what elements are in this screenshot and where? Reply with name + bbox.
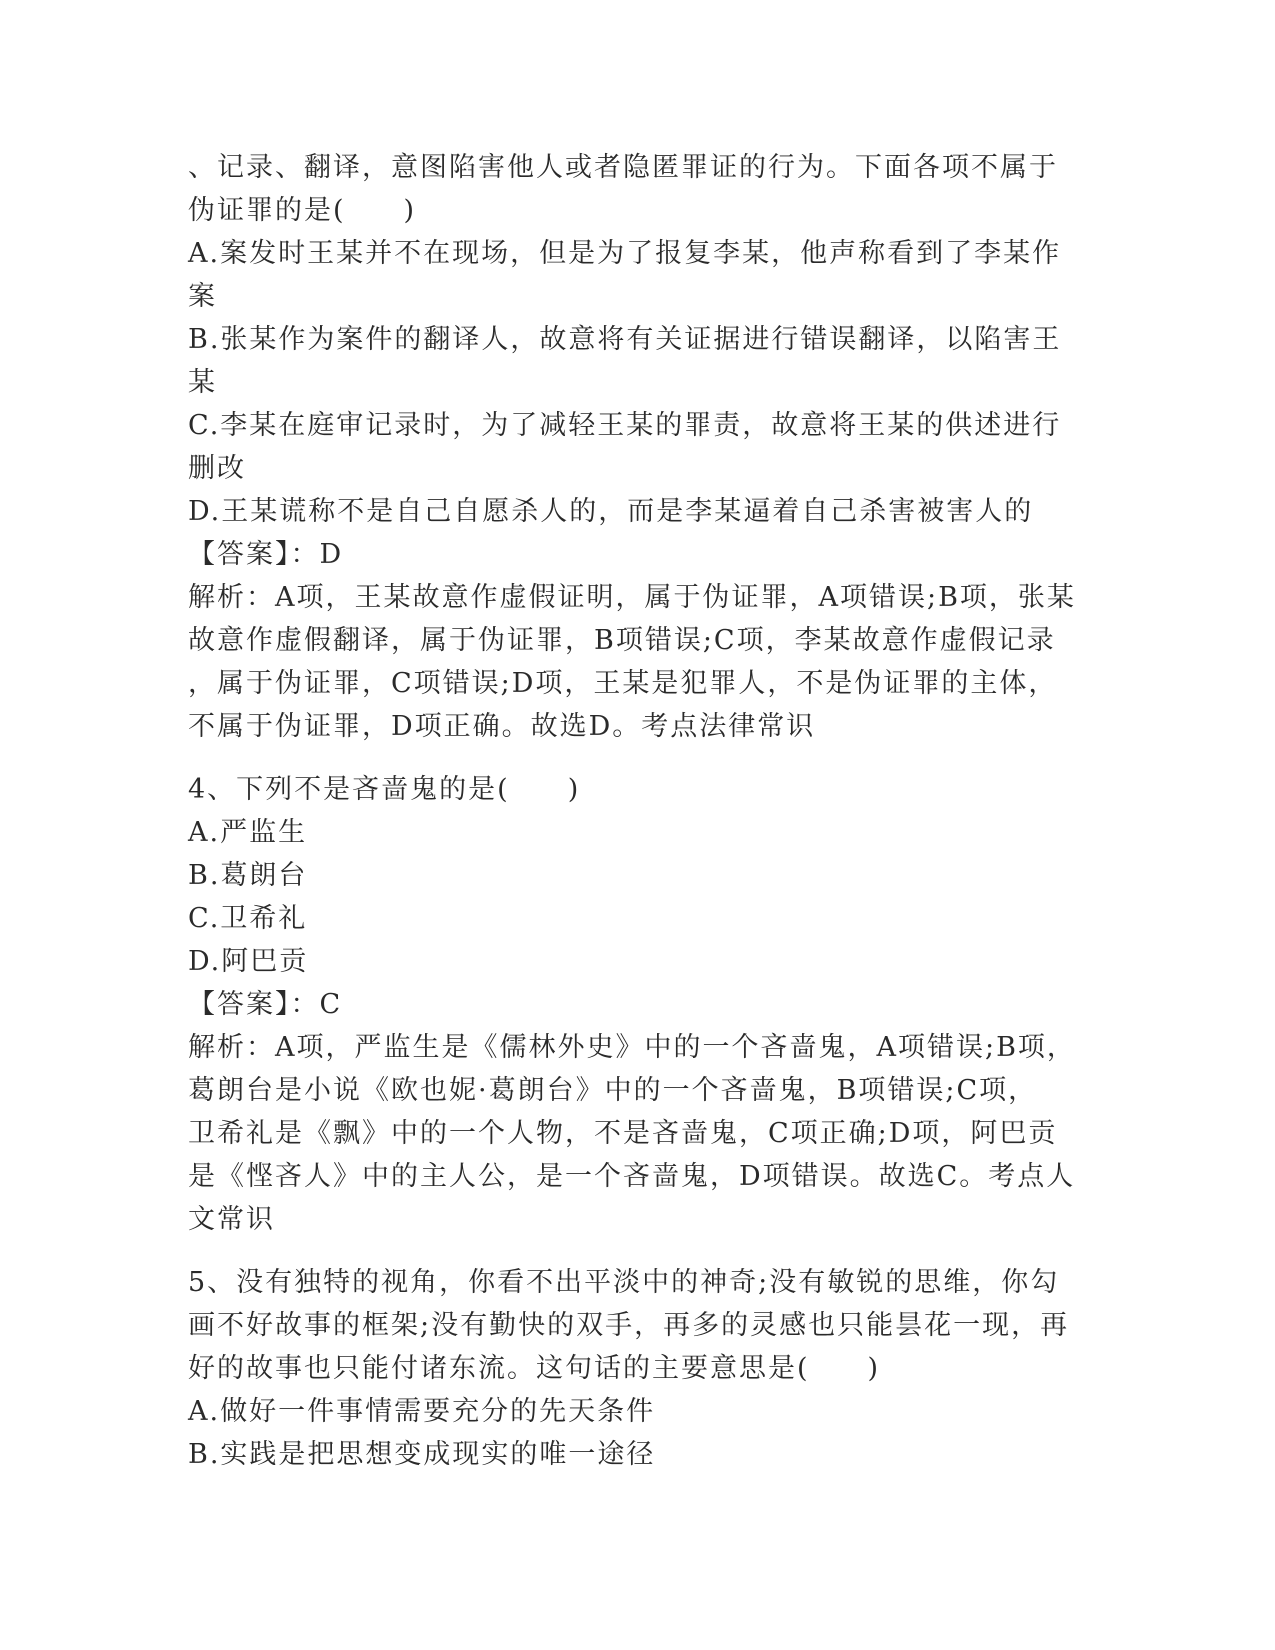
option-c: C.李某在庭审记录时，为了减轻王某的罪责，故意将王某的供述进行 — [188, 410, 1062, 441]
page-content — [188, 146, 1078, 1476]
option-d: D.王某谎称不是自己自愿杀人的，而是李某逼着自己杀害被害人的 — [188, 496, 1034, 527]
question-stem-line: 好的故事也只能付诸东流。这句话的主要意思是( ) — [188, 1353, 881, 1384]
option-a: A.做好一件事情需要充分的先天条件 — [188, 1396, 656, 1427]
question-stem-line: 伪证罪的是( ) — [188, 195, 417, 226]
analysis-line: 卫希礼是《飘》中的一个人物，不是吝啬鬼，C项正确;D项，阿巴贡 — [188, 1118, 1058, 1149]
analysis-line: 文常识 — [188, 1204, 275, 1235]
option-a-continuation: 案 — [188, 281, 217, 312]
option-b: B.实践是把思想变成现实的唯一途径 — [188, 1439, 656, 1470]
option-a: A.严监生 — [188, 817, 308, 848]
option-c: C.卫希礼 — [188, 903, 308, 934]
question-stem-line: 4、下列不是吝啬鬼的是( ) — [188, 774, 581, 805]
question-stem-line: 、记录、翻译，意图陷害他人或者隐匿罪证的行为。下面各项不属于 — [188, 152, 1058, 183]
analysis-line: 解析：A项，严监生是《儒林外史》中的一个吝啬鬼，A项错误;B项， — [188, 1032, 1076, 1063]
question-stem-line: 5、没有独特的视角，你看不出平淡中的神奇;没有敏锐的思维，你勾 — [188, 1267, 1060, 1298]
answer-line: 【答案】：C — [188, 989, 343, 1020]
option-d: D.阿巴贡 — [188, 946, 309, 977]
analysis-line: ，属于伪证罪，C项错误;D项，王某是犯罪人，不是伪证罪的主体， — [188, 668, 1058, 699]
analysis-line: 解析：A项，王某故意作虚假证明，属于伪证罪，A项错误;B项，张某 — [188, 582, 1076, 613]
question-4 — [188, 768, 1078, 1241]
option-b: B.张某作为案件的翻译人，故意将有关证据进行错误翻译，以陷害王 — [188, 324, 1062, 355]
option-b: B.葛朗台 — [188, 860, 308, 891]
option-c-continuation: 删改 — [188, 453, 246, 484]
answer-line: 【答案】：D — [188, 539, 344, 570]
question-5 — [188, 1261, 1078, 1476]
analysis-line: 是《悭吝人》中的主人公，是一个吝啬鬼，D项错误。故选C。考点人 — [188, 1161, 1076, 1192]
question-spacer — [188, 748, 1078, 768]
question-3 — [188, 146, 1078, 748]
option-b-continuation: 某 — [188, 367, 217, 398]
question-stem-line: 画不好故事的框架;没有勤快的双手，再多的灵感也只能昙花一现，再 — [188, 1310, 1070, 1341]
question-spacer — [188, 1241, 1078, 1261]
analysis-line: 葛朗台是小说《欧也妮·葛朗台》中的一个吝啬鬼，B项错误;C项， — [188, 1075, 1038, 1106]
analysis-line: 故意作虚假翻译，属于伪证罪，B项错误;C项，李某故意作虚假记录 — [188, 625, 1056, 656]
analysis-line: 不属于伪证罪，D项正确。故选D。考点法律常识 — [188, 711, 816, 742]
option-a: A.案发时王某并不在现场，但是为了报复李某，他声称看到了李某作 — [188, 238, 1062, 269]
